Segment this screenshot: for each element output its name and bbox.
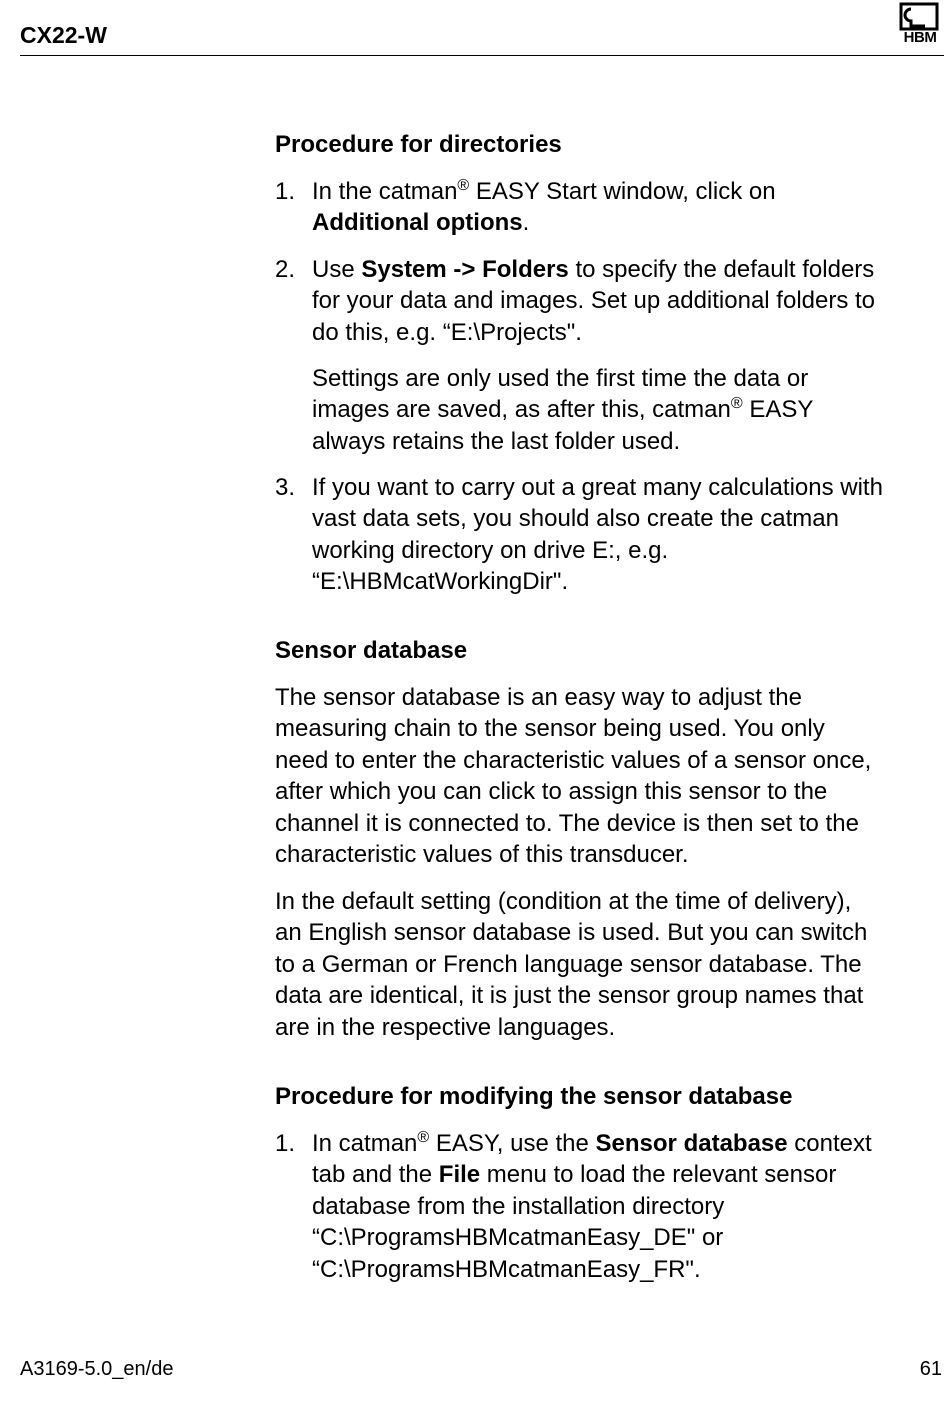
document-id: A3169-5.0_en/de [20,1358,174,1380]
step-text: to specify the default folders [568,256,875,283]
step-text: do this, e.g. “E:\Projects". [312,318,582,346]
ui-term-sensor-database: Sensor database [595,1130,788,1157]
paragraph-line: are in the respective languages. [275,1013,616,1041]
registered-mark: ® [417,1129,430,1146]
heading-modify-sensor-database: Procedure for modifying the sensor database [275,1083,793,1110]
heading-directories: Procedure for directories [275,131,562,158]
step-text: menu to load the relevant sensor [480,1161,837,1189]
step-number: 3. [275,474,296,501]
step-text: Use [312,256,362,283]
step-text: database from the installation directory [312,1192,725,1220]
step-text: “E:\HBMcatWorkingDir". [312,568,569,596]
step-number: 1. [275,178,296,205]
hbm-logo [895,2,945,48]
note-text: images are saved, as after this, catman [312,396,731,424]
ui-term-additional-options: Additional options [312,209,523,237]
header-divider [20,55,944,56]
step-text: In the catman [312,178,458,205]
directories-step-2 [275,254,945,348]
step-text: “C:\ProgramsHBMcatmanEasy_DE" or [312,1224,724,1252]
step-text: EASY, use the [429,1130,596,1157]
note-text: always retains the last folder used. [312,427,681,455]
step-text: EASY Start window, click on [469,178,776,205]
paragraph-line: The sensor database is an easy way to adjust the [275,684,802,711]
paragraph-line: In the default setting (condition at the time of delivery), [275,888,852,915]
hbm-logo-text: HBM [903,29,937,46]
heading-sensor-database: Sensor database [275,637,468,664]
paragraph-line: an English sensor database is used. But you can switch [275,919,868,947]
ui-term-file: File [438,1161,481,1189]
page-number: 61 [919,1358,942,1380]
paragraph-line: characteristic values of this transducer. [275,841,689,869]
paragraph-line: need to enter the characteristic values of a sensor once, [275,746,872,774]
step-number: 2. [275,256,296,283]
step-number: 1. [275,1130,296,1157]
registered-mark: ® [730,395,743,413]
step-text: If you want to carry out a great many calculations with [312,474,883,501]
step-text: vast data sets, you should also create the catman [312,505,839,533]
note-text: EASY [742,396,814,424]
sensor-database-paragraph-2 [275,886,945,1043]
directories-step-3 [275,472,945,598]
paragraph-line: to a German or French language sensor database. The [275,950,862,978]
registered-mark: ® [457,177,470,194]
paragraph-line: data are identical, it is just the sensor group names that [275,982,864,1010]
modify-step-1 [275,1128,945,1285]
directories-step-1 [275,176,945,239]
step-text: for your data and images. Set up additional folders to [312,287,876,315]
paragraph-line: measuring chain to the sensor being used. You only [275,715,825,743]
step-text: In catman [312,1130,418,1157]
document-title: CX22-W [20,22,107,48]
step-text: “C:\ProgramsHBMcatmanEasy_FR". [312,1255,701,1283]
sensor-database-paragraph-1 [275,682,945,870]
ui-term-system-folders: System -> Folders [361,256,569,283]
paragraph-line: after which you can click to assign this sensor to the [275,778,828,806]
step-text: context [787,1130,872,1157]
step-text: tab and the [312,1161,439,1189]
paragraph-line: channel it is connected to. The device is then set to the [275,809,859,837]
note-text: Settings are only used the first time the data or [312,365,809,392]
hbm-logo-icon [899,2,939,32]
step-text: . [522,209,530,237]
step-text: working directory on drive E:, e.g. [312,536,669,564]
directories-step-2-note [312,363,945,457]
